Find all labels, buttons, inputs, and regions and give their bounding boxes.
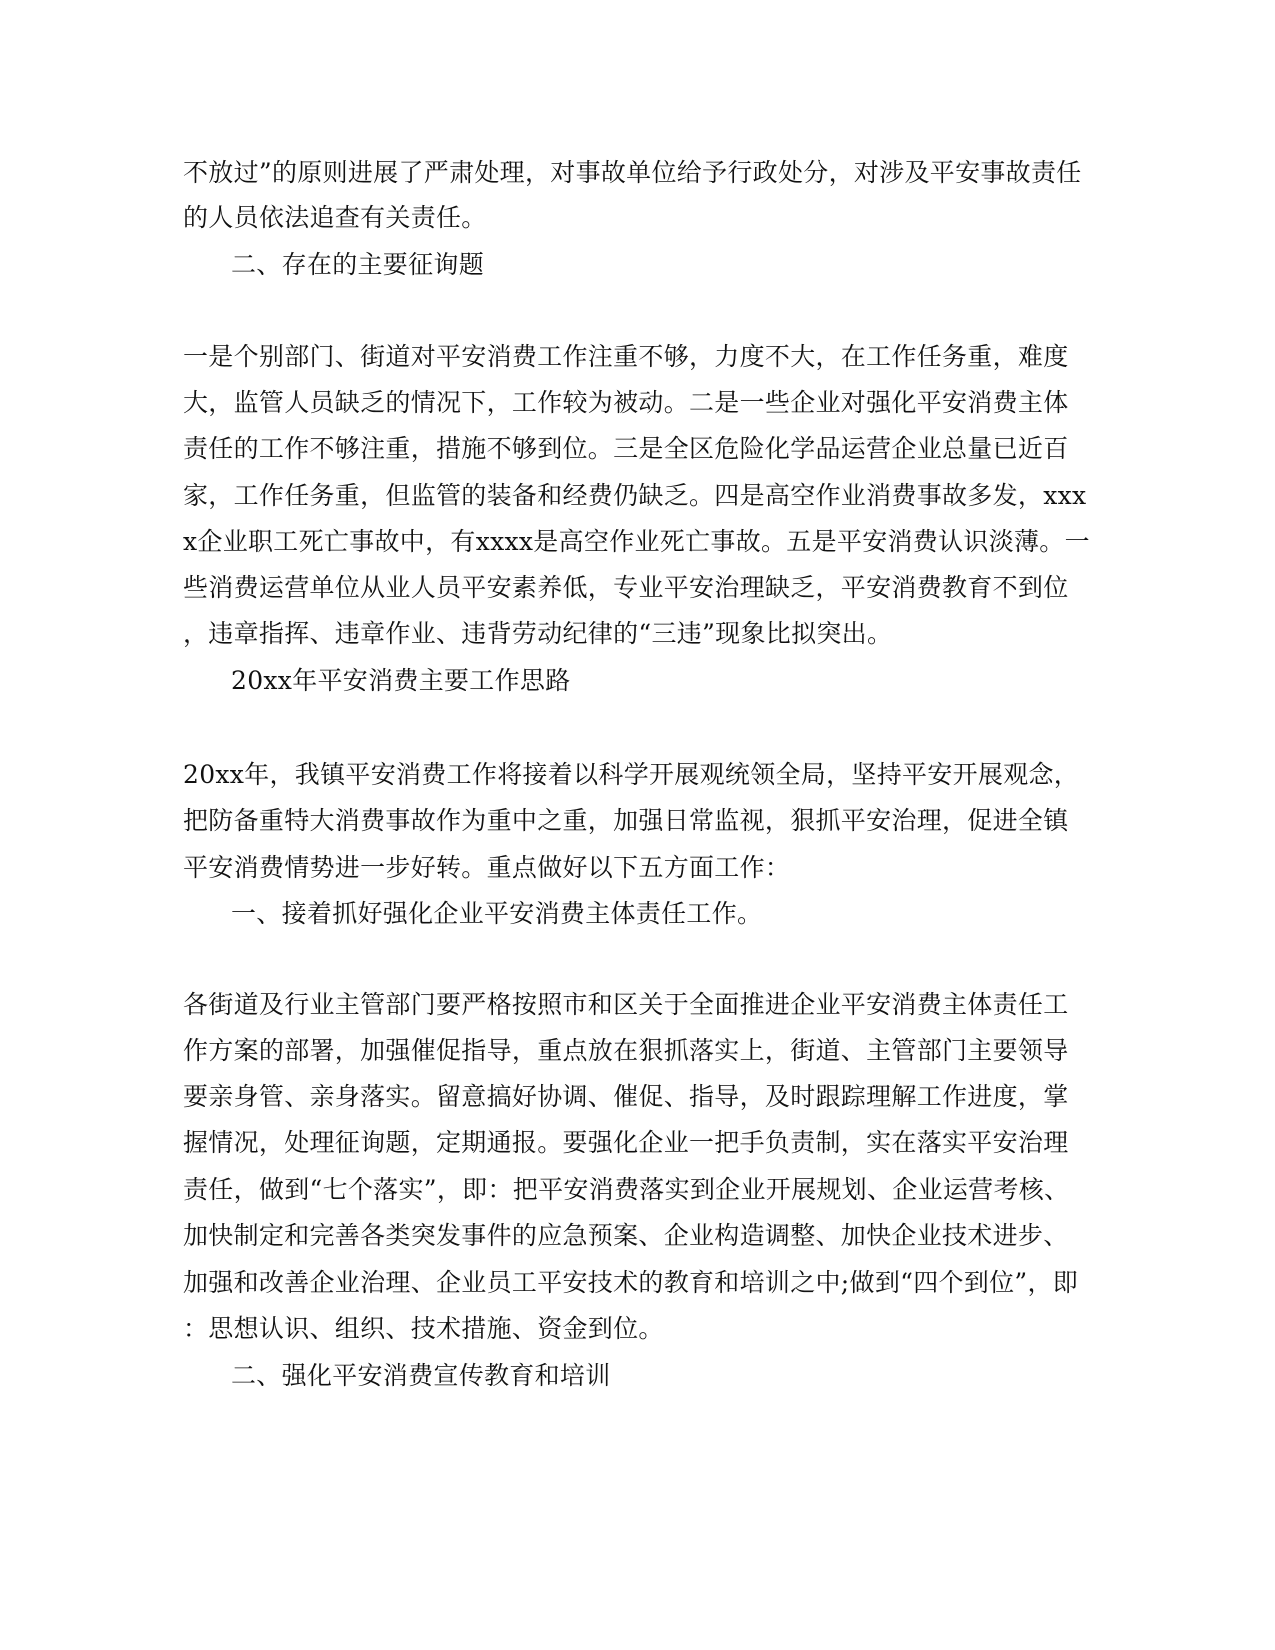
body-line: 大，监管人员缺乏的情况下，工作较为被动。二是一些企业对强化平安消费主体 [183, 388, 1069, 417]
body-line: 些消费运营单位从业人员平安素养低，专业平安治理缺乏，平安消费教育不到位 [183, 573, 1069, 602]
body-line: 握情况，处理征询题，定期通报。要强化企业一把手负责制，实在落实平安治理 [183, 1128, 1069, 1157]
body-line: 加强和改善企业治理、企业员工平安技术的教育和培训之中;做到“四个到位”，即 [183, 1268, 1079, 1297]
body-line: 不放过”的原则进展了严肃处理，对事故单位给予行政处分，对涉及平安事故责任 [183, 158, 1082, 187]
body-line: ，违章指挥、违章作业、违背劳动纪律的“三违”现象比拟突出。 [183, 619, 893, 648]
body-line: 平安消费情势进一步好转。重点做好以下五方面工作： [183, 853, 791, 882]
section-heading: 20xx年平安消费主要工作思路 [231, 666, 571, 695]
body-line: 作方案的部署，加强催促指导，重点放在狠抓落实上，街道、主管部门主要领导 [183, 1036, 1069, 1065]
body-line: 责任，做到“七个落实”，即：把平安消费落实到企业开展规划、企业运营考核、 [183, 1175, 1070, 1204]
body-line: 责任的工作不够注重，措施不够到位。三是全区危险化学品运营企业总量已近百 [183, 434, 1069, 463]
body-line: 家，工作任务重，但监管的装备和经费仍缺乏。四是高空作业消费事故多发，xxx [183, 481, 1087, 510]
body-line: 把防备重特大消费事故作为重中之重，加强日常监视，狠抓平安治理，促进全镇 [183, 806, 1069, 835]
section-heading: 二、强化平安消费宣传教育和培训 [231, 1361, 611, 1390]
body-line: 加快制定和完善各类突发事件的应急预案、企业构造调整、加快企业技术进步、 [183, 1221, 1069, 1250]
body-line: 一是个别部门、街道对平安消费工作注重不够，力度不大，在工作任务重，难度 [183, 342, 1069, 371]
body-line: 的人员依法追查有关责任。 [183, 203, 487, 232]
body-line: 20xx年，我镇平安消费工作将接着以科学开展观统领全局，坚持平安开展观念， [183, 760, 1080, 789]
body-line: ：思想认识、组织、技术措施、资金到位。 [183, 1314, 664, 1343]
section-heading: 二、存在的主要征询题 [231, 250, 485, 279]
body-line: 要亲身管、亲身落实。留意搞好协调、催促、指导，及时跟踪理解工作进度，掌 [183, 1082, 1069, 1111]
body-line: x企业职工死亡事故中，有xxxx是高空作业死亡事故。五是平安消费认识淡薄。一 [183, 527, 1090, 556]
body-line: 各街道及行业主管部门要严格按照市和区关于全面推进企业平安消费主体责任工 [183, 990, 1069, 1019]
section-heading: 一、接着抓好强化企业平安消费主体责任工作。 [231, 899, 763, 928]
